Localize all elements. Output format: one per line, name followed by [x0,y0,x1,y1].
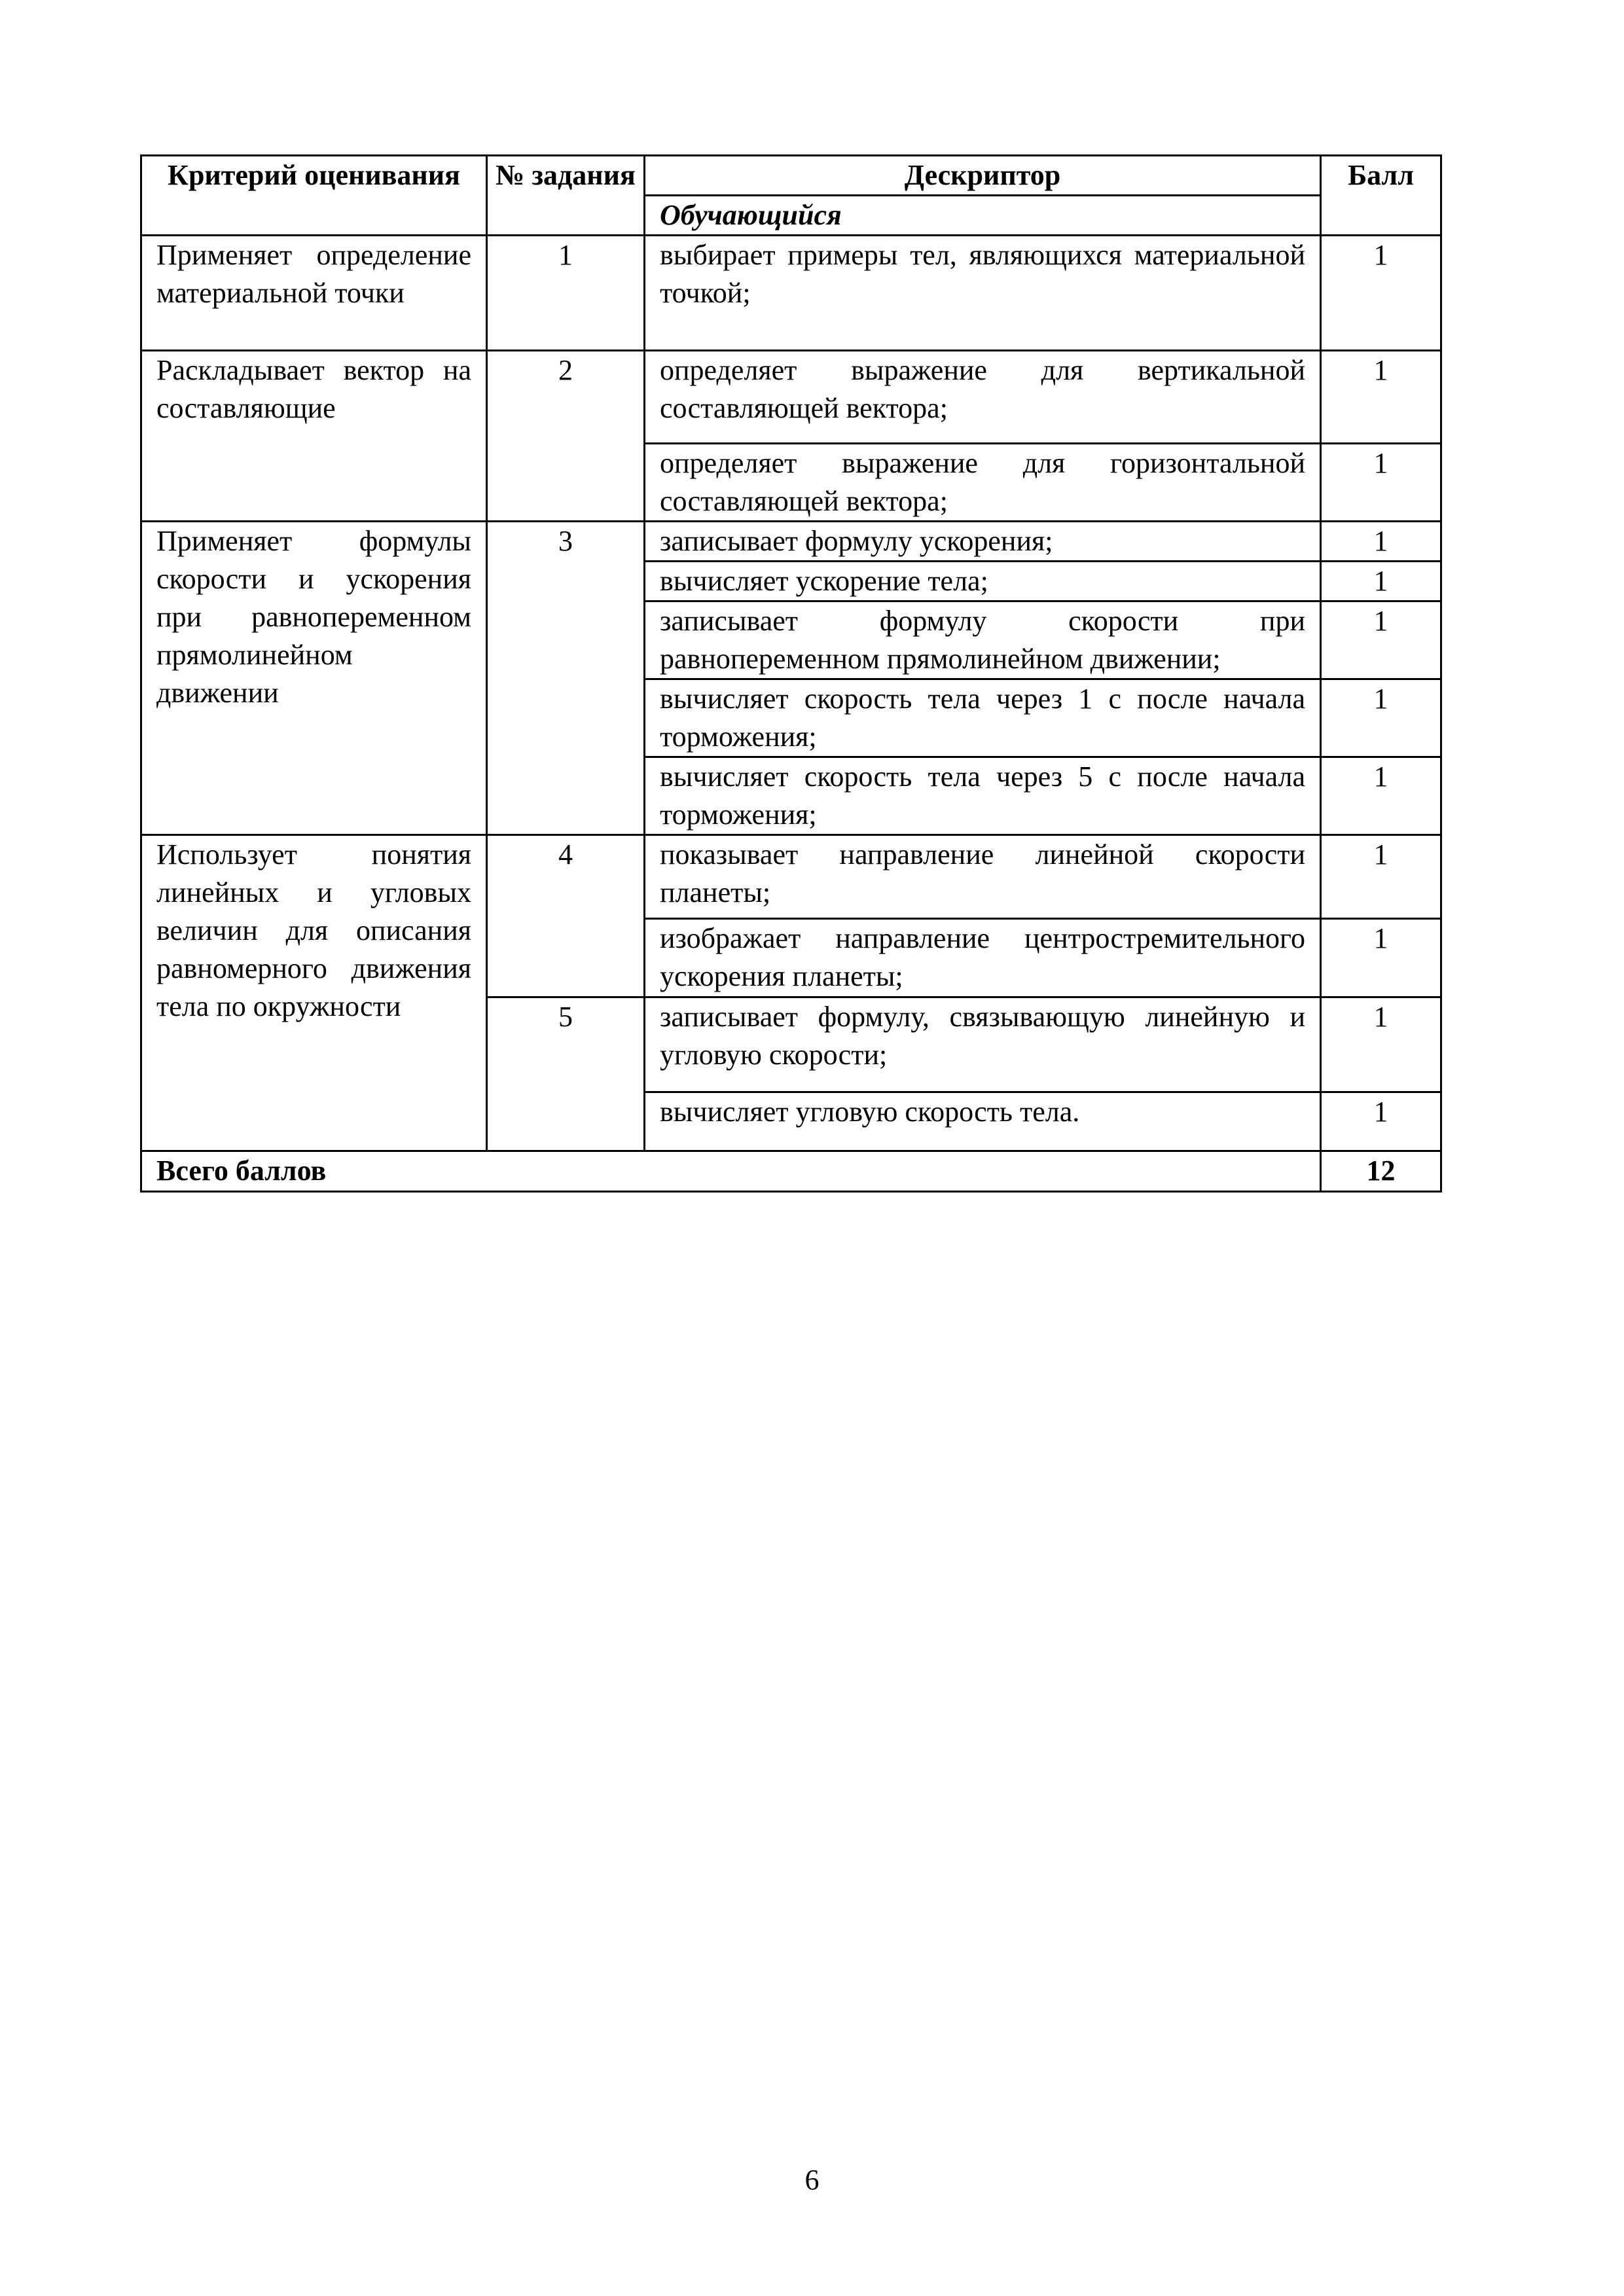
score-cell: 1 [1321,522,1441,562]
task-number-cell: 4 [487,835,645,997]
task-number-cell: 5 [487,997,645,1151]
descriptor-cell: записывает формулу скорости при равнопеременном прямолинейном движении; [645,601,1321,679]
descriptor-cell: определяет выражение для вертикальной составляющей вектора; [645,351,1321,444]
score-cell: 1 [1321,757,1441,835]
score-cell: 1 [1321,351,1441,444]
criterion-cell: Использует понятия линейных и угловых величин для описания равномерного движения тела по окружности [141,835,487,1151]
header-descriptor-subtitle: Обучающийся [645,196,1321,236]
score-cell: 1 [1321,236,1441,351]
page-number: 6 [804,2164,820,2196]
score-cell: 1 [1321,562,1441,601]
header-score: Балл [1321,156,1441,236]
score-cell: 1 [1321,1092,1441,1151]
total-row [141,1151,1441,1192]
score-cell: 1 [1321,835,1441,919]
descriptor-cell: вычисляет скорость тела через 1 с после начала торможения; [645,679,1321,757]
descriptor-cell: записывает формулу, связывающую линейную и угловую скорости; [645,997,1321,1092]
total-score: 12 [1321,1151,1441,1192]
assessment-rubric-table [140,154,1442,1193]
header-row [141,156,1441,196]
score-cell: 1 [1321,601,1441,679]
task-number-cell: 2 [487,351,645,522]
score-cell: 1 [1321,444,1441,522]
criterion-cell: Применяет формулы скорости и ускорения при равнопеременном прямолинейном движении [141,522,487,835]
descriptor-cell: определяет выражение для горизонтальной составляющей вектора; [645,444,1321,522]
table-row [141,236,1441,351]
score-cell: 1 [1321,679,1441,757]
score-cell: 1 [1321,919,1441,997]
criterion-cell: Применяет определение материальной точки [141,236,487,351]
table-row [141,522,1441,562]
header-task-number: № задания [487,156,645,236]
descriptor-cell: записывает формулу ускорения; [645,522,1321,562]
total-label: Всего баллов [141,1151,1321,1192]
descriptor-cell: выбирает примеры тел, являющихся материальной точкой; [645,236,1321,351]
descriptor-cell: показывает направление линейной скорости планеты; [645,835,1321,919]
task-number-cell: 1 [487,236,645,351]
score-cell: 1 [1321,997,1441,1092]
criterion-cell: Раскладывает вектор на составляющие [141,351,487,522]
descriptor-cell: вычисляет скорость тела через 5 с после начала торможения; [645,757,1321,835]
descriptor-cell: вычисляет ускорение тела; [645,562,1321,601]
header-descriptor: Дескриптор [645,156,1321,196]
header-criterion: Критерий оценивания [141,156,487,236]
descriptor-cell: вычисляет угловую скорость тела. [645,1092,1321,1151]
table-row [141,835,1441,919]
table-row [141,351,1441,444]
task-number-cell: 3 [487,522,645,835]
descriptor-cell: изображает направление центростремительного ускорения планеты; [645,919,1321,997]
